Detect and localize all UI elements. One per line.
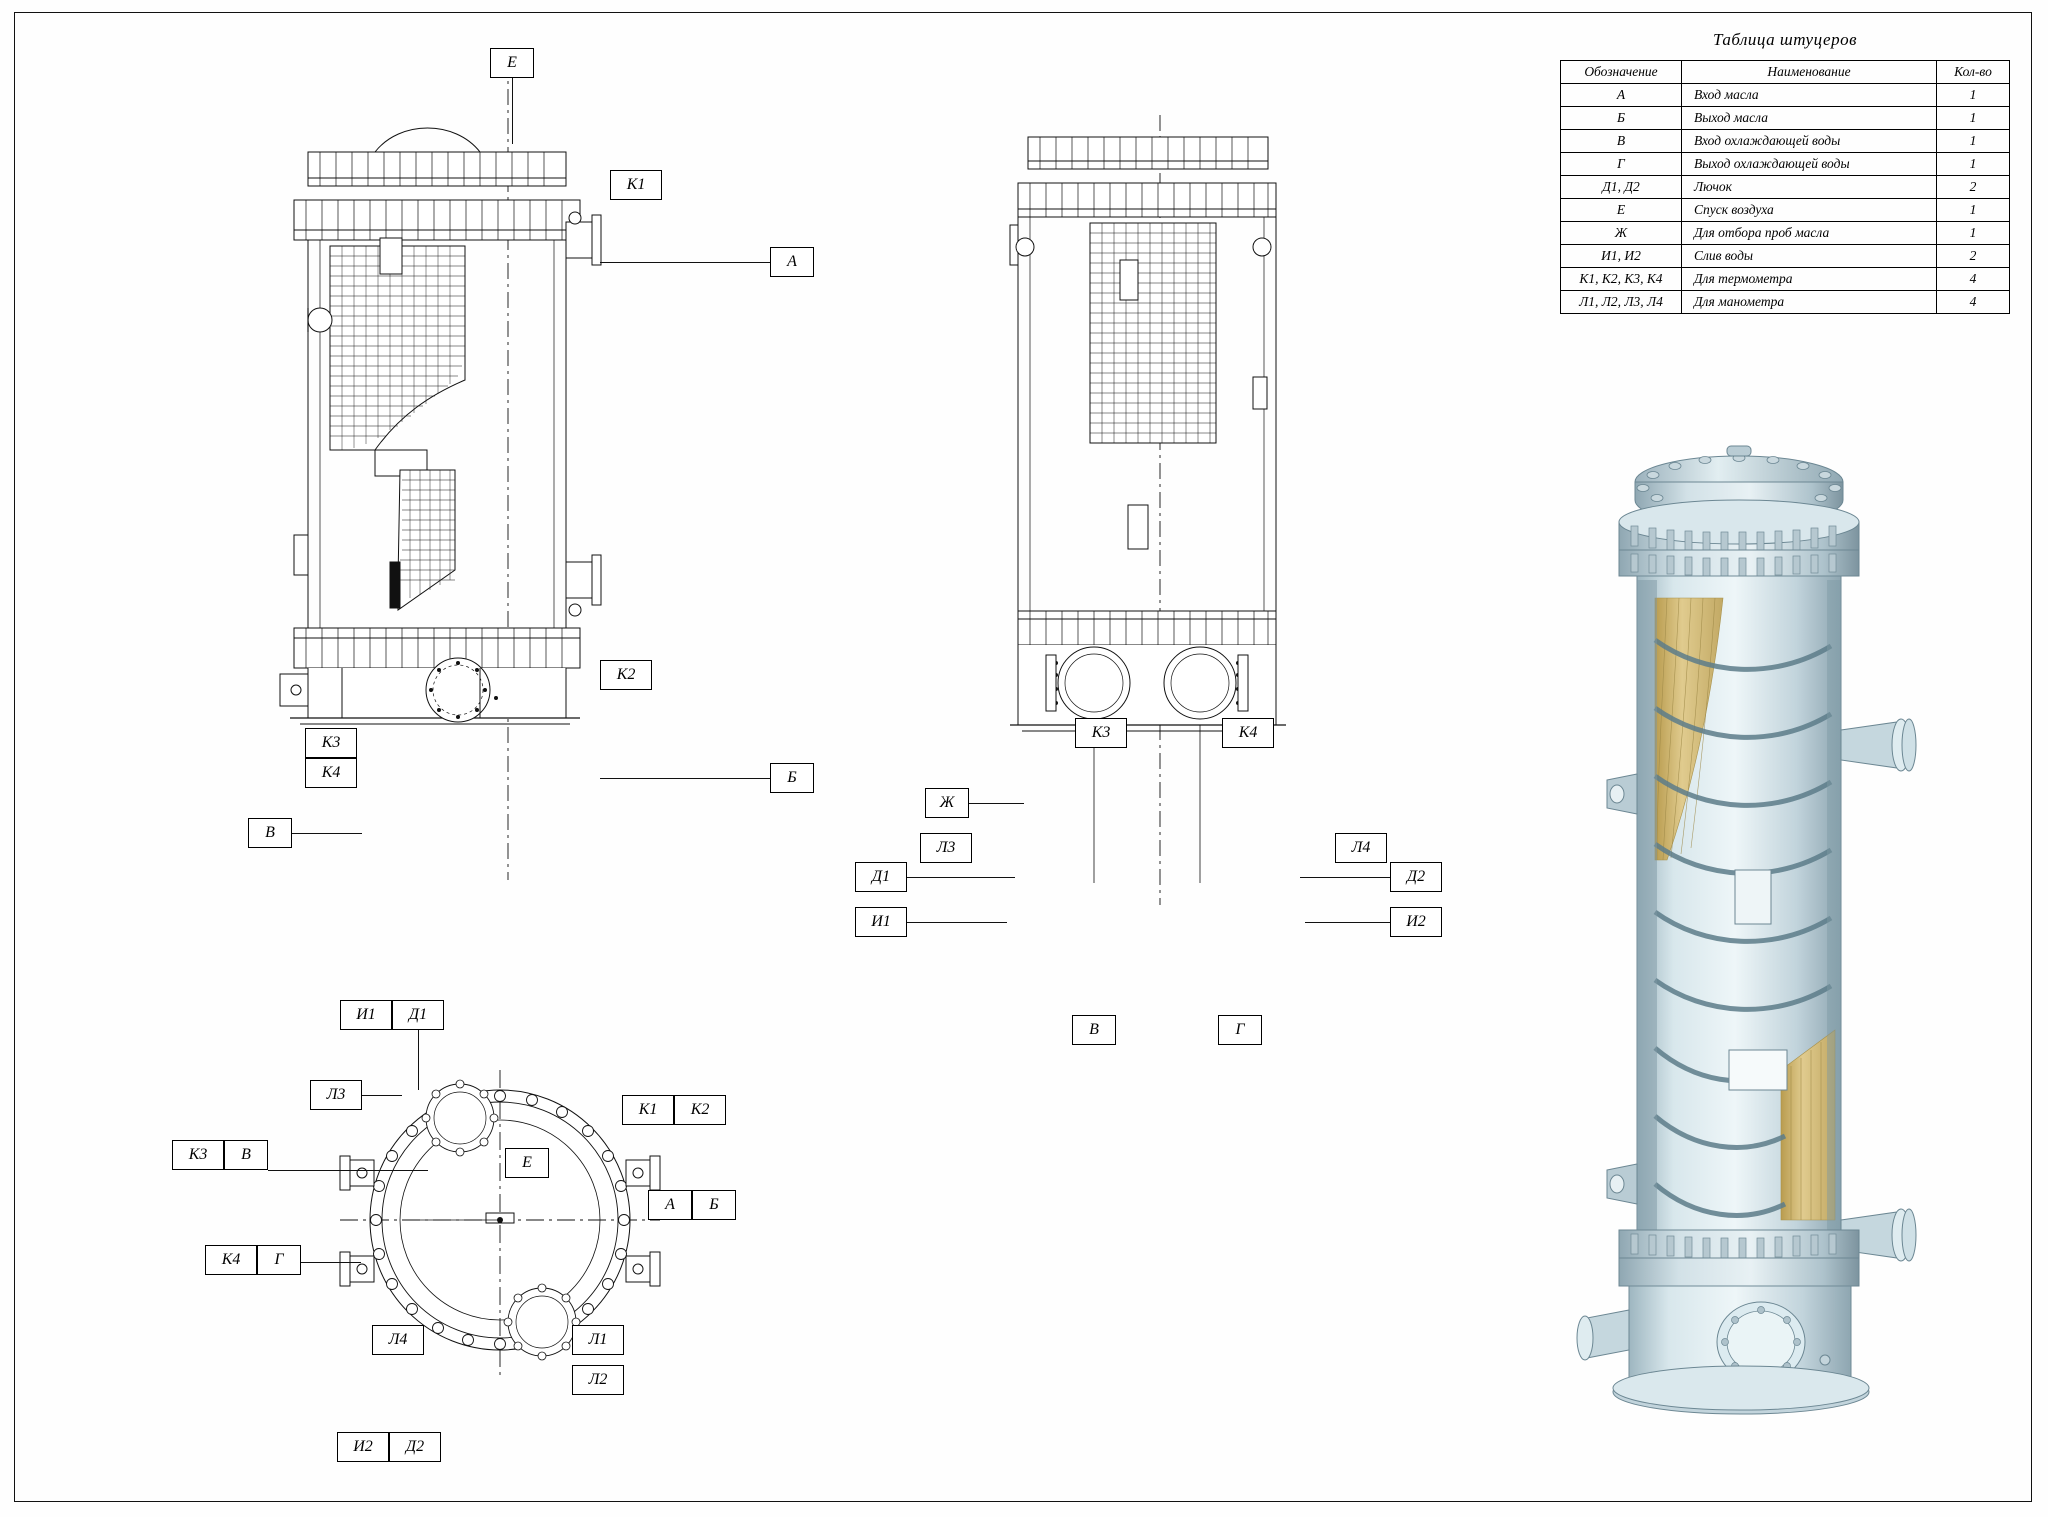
callout-side-zh: Ж bbox=[925, 788, 969, 818]
callout-front-k4: К4 bbox=[305, 758, 357, 788]
leader-front-v bbox=[292, 833, 362, 834]
cell-qty: 2 bbox=[1937, 245, 2010, 268]
callout-top-i2: И2 bbox=[337, 1432, 389, 1462]
table-row bbox=[1561, 176, 2010, 199]
callout-front-e: Е bbox=[490, 48, 534, 78]
cell-designation: Б bbox=[1561, 107, 1682, 130]
leader-top-d1 bbox=[418, 1030, 419, 1090]
table-row bbox=[1561, 199, 2010, 222]
cell-designation: И1, И2 bbox=[1561, 245, 1682, 268]
cell-qty: 4 bbox=[1937, 268, 2010, 291]
leader-front-b bbox=[600, 778, 770, 779]
cell-designation: Л1, Л2, Л3, Л4 bbox=[1561, 291, 1682, 314]
callout-front-a: А bbox=[770, 247, 814, 277]
leader-top-kg bbox=[301, 1262, 361, 1263]
leader-side-zh bbox=[969, 803, 1024, 804]
leader-side-i2 bbox=[1305, 922, 1390, 923]
callout-front-v: В bbox=[248, 818, 292, 848]
cell-name: Для манометра bbox=[1681, 291, 1936, 314]
callout-top-b: Б bbox=[692, 1190, 736, 1220]
table-header-row bbox=[1561, 61, 2010, 84]
callout-top-d1: Д1 bbox=[392, 1000, 444, 1030]
cell-qty: 1 bbox=[1937, 84, 2010, 107]
cell-designation: Г bbox=[1561, 153, 1682, 176]
callout-front-k2: К2 bbox=[600, 660, 652, 690]
nozzle-table-title: Таблица штуцеров bbox=[1713, 30, 1857, 49]
callout-front-b: Б bbox=[770, 763, 814, 793]
cell-designation: А bbox=[1561, 84, 1682, 107]
cell-qty: 1 bbox=[1937, 222, 2010, 245]
cell-qty: 1 bbox=[1937, 153, 2010, 176]
header-qty: Кол-во bbox=[1937, 61, 2010, 84]
table-row bbox=[1561, 268, 2010, 291]
header-designation: Обозначение bbox=[1561, 61, 1682, 84]
callout-top-v: В bbox=[224, 1140, 268, 1170]
callout-side-i2: И2 bbox=[1390, 907, 1442, 937]
callout-top-k1: К1 bbox=[622, 1095, 674, 1125]
leader-top-kv bbox=[268, 1170, 428, 1171]
leader-side-d2 bbox=[1300, 877, 1390, 878]
cell-qty: 1 bbox=[1937, 199, 2010, 222]
leader-side-d1 bbox=[907, 877, 1015, 878]
leader-top-l3 bbox=[362, 1095, 402, 1096]
table-row bbox=[1561, 153, 2010, 176]
callout-top-l1: Л1 bbox=[572, 1325, 624, 1355]
callout-side-v: В bbox=[1072, 1015, 1116, 1045]
callout-top-g: Г bbox=[257, 1245, 301, 1275]
table-row bbox=[1561, 222, 2010, 245]
cell-name: Спуск воздуха bbox=[1681, 199, 1936, 222]
callout-side-k3: К3 bbox=[1075, 718, 1127, 748]
cell-name: Для отбора проб масла bbox=[1681, 222, 1936, 245]
nozzle-table bbox=[1560, 30, 2010, 314]
cell-name: Для термометра bbox=[1681, 268, 1936, 291]
side-view-drawing bbox=[1010, 115, 1310, 935]
table-row bbox=[1561, 130, 2010, 153]
callout-top-l4: Л4 bbox=[372, 1325, 424, 1355]
callout-top-k4: К4 bbox=[205, 1245, 257, 1275]
callout-side-g: Г bbox=[1218, 1015, 1262, 1045]
cell-qty: 1 bbox=[1937, 107, 2010, 130]
callout-side-i1: И1 bbox=[855, 907, 907, 937]
cell-name: Слив воды bbox=[1681, 245, 1936, 268]
cell-designation: В bbox=[1561, 130, 1682, 153]
isometric-render bbox=[1545, 430, 1965, 1440]
leader-front-e bbox=[512, 78, 513, 144]
callout-side-k4: К4 bbox=[1222, 718, 1274, 748]
table-row bbox=[1561, 291, 2010, 314]
table-row bbox=[1561, 245, 2010, 268]
cell-name: Вход охлаждающей воды bbox=[1681, 130, 1936, 153]
callout-side-d2: Д2 bbox=[1390, 862, 1442, 892]
cell-designation: Д1, Д2 bbox=[1561, 176, 1682, 199]
leader-front-a bbox=[600, 262, 770, 263]
cell-name: Вход масла bbox=[1681, 84, 1936, 107]
header-name: Наименование bbox=[1681, 61, 1936, 84]
table-row bbox=[1561, 84, 2010, 107]
callout-side-d1: Д1 bbox=[855, 862, 907, 892]
table-row bbox=[1561, 107, 2010, 130]
callout-top-e: Е bbox=[505, 1148, 549, 1178]
nozzle-table-grid bbox=[1560, 60, 2010, 314]
cell-qty: 2 bbox=[1937, 176, 2010, 199]
cell-name: Выход масла bbox=[1681, 107, 1936, 130]
cell-qty: 4 bbox=[1937, 291, 2010, 314]
cell-name: Лючок bbox=[1681, 176, 1936, 199]
callout-top-i1: И1 bbox=[340, 1000, 392, 1030]
callout-top-a: А bbox=[648, 1190, 692, 1220]
cell-designation: Е bbox=[1561, 199, 1682, 222]
cell-designation: К1, К2, К3, К4 bbox=[1561, 268, 1682, 291]
callout-top-l3: Л3 bbox=[310, 1080, 362, 1110]
cell-name: Выход охлаждающей воды bbox=[1681, 153, 1936, 176]
callout-front-k1: К1 bbox=[610, 170, 662, 200]
callout-front-k3: К3 bbox=[305, 728, 357, 758]
callout-top-k2: К2 bbox=[674, 1095, 726, 1125]
callout-top-d2: Д2 bbox=[389, 1432, 441, 1462]
callout-top-k3: К3 bbox=[172, 1140, 224, 1170]
callout-side-l4: Л4 bbox=[1335, 833, 1387, 863]
callout-side-l3: Л3 bbox=[920, 833, 972, 863]
callout-top-l2: Л2 bbox=[572, 1365, 624, 1395]
cell-qty: 1 bbox=[1937, 130, 2010, 153]
front-view-drawing bbox=[280, 50, 840, 930]
cell-designation: Ж bbox=[1561, 222, 1682, 245]
leader-side-i1 bbox=[907, 922, 1007, 923]
